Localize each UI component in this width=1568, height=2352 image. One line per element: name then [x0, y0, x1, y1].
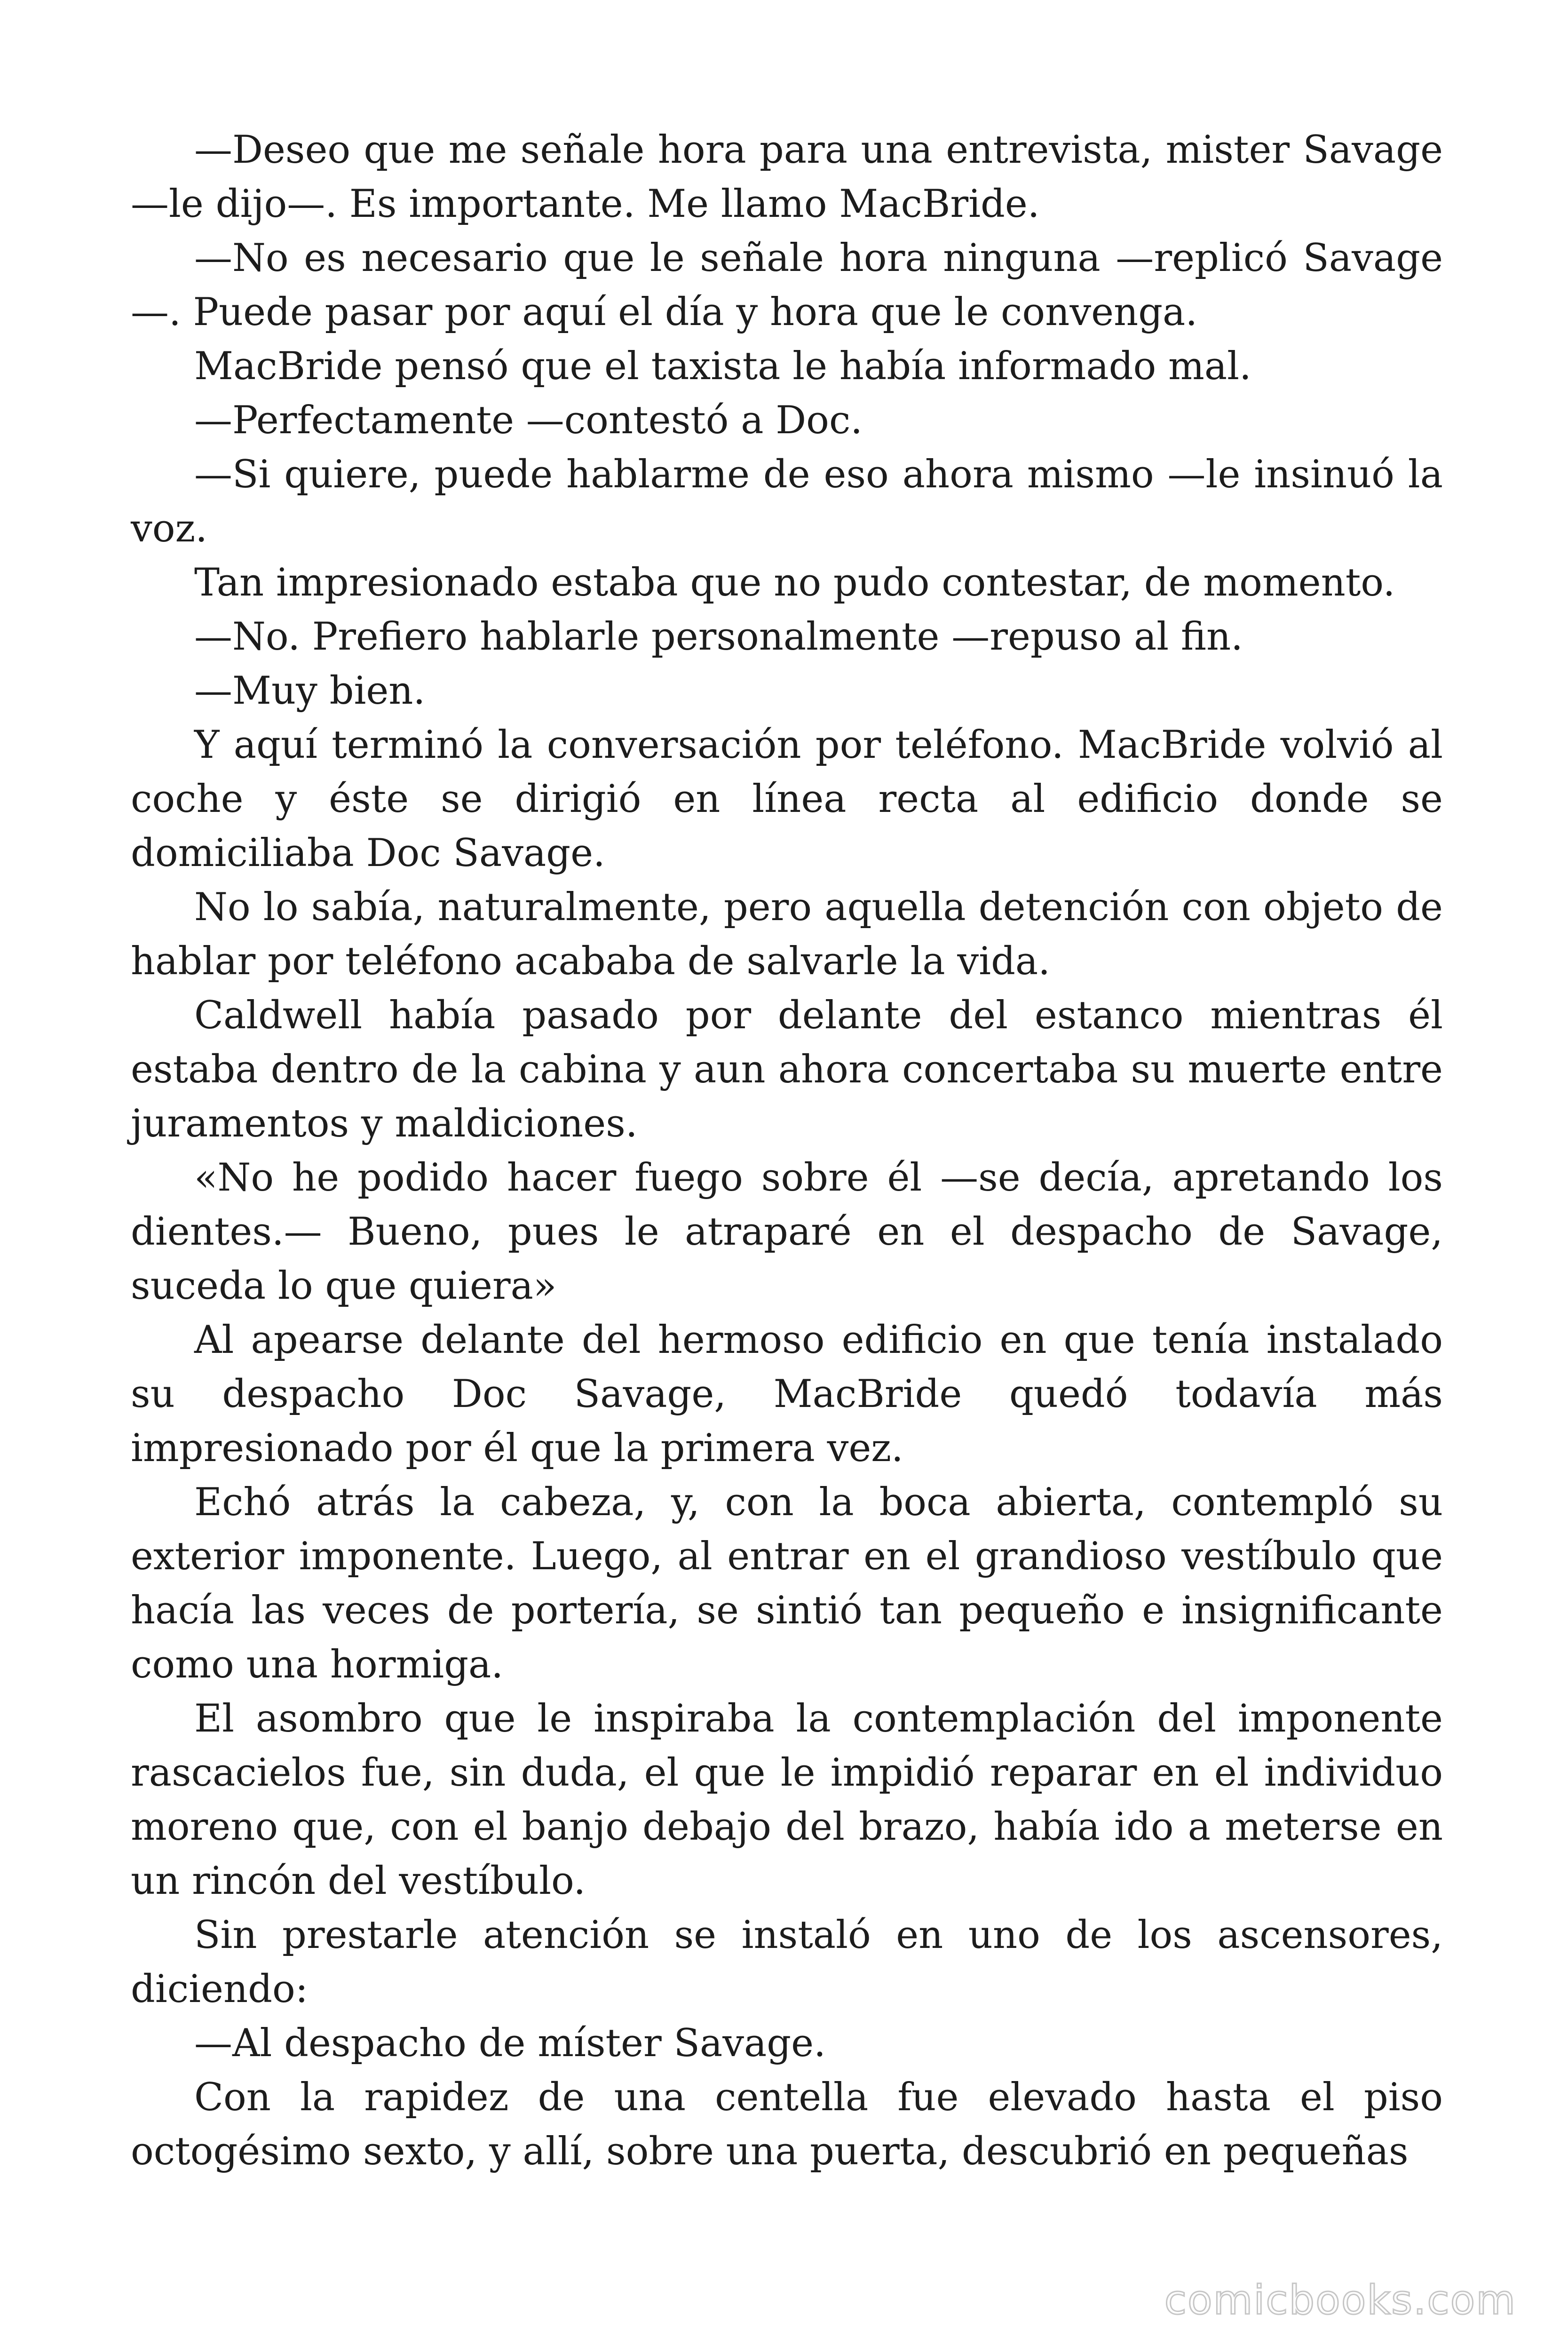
- paragraph: —Al despacho de míster Savage.: [194, 2021, 826, 2066]
- paragraph: Al apearse delante del hermoso edificio en que tenía instalado su despacho Doc Savage, MacBride quedó todavía más impresionado por él que la primera vez.: [131, 1318, 1443, 1470]
- paragraph: Con la rapidez de una centella fue elevado hasta el piso octogésimo sexto, y allí, sobre una puerta, descubrió en pequeñas: [131, 2075, 1443, 2174]
- paragraph: —Perfectamente —contestó a Doc.: [194, 398, 863, 443]
- paragraph: Caldwell había pasado por delante del estanco mientras él estaba dentro de la cabina y aun ahora concertaba su muerte entre juramentos y maldiciones.: [131, 993, 1443, 1146]
- paragraph: —Muy bien.: [194, 669, 426, 713]
- paragraph: Y aquí terminó la conversación por teléfono. MacBride volvió al coche y éste se dirigió en línea recta al edificio donde se domiciliaba Doc Savage.: [131, 723, 1443, 875]
- paragraph: MacBride pensó que el taxista le había informado mal.: [194, 344, 1251, 389]
- watermark: comicbooks.com: [1164, 2277, 1516, 2324]
- paragraph: —No es necesario que le señale hora ninguna —replicó Savage—. Puede pasar por aquí el día y hora que le convenga.: [131, 236, 1443, 334]
- paragraph: Tan impresionado estaba que no pudo contestar, de momento.: [194, 561, 1395, 605]
- paragraph: —Deseo que me señale hora para una entrevista, mister Savage —le dijo—. Es importante. Me llamo MacBride.: [131, 128, 1443, 226]
- paragraph: «No he podido hacer fuego sobre él —se decía, apretando los dientes.— Bueno, pues le atraparé en el despacho de Savage, suceda lo que quiera»: [131, 1156, 1443, 1308]
- paragraph: Echó atrás la cabeza, y, con la boca abierta, contempló su exterior imponente. Luego, al entrar en el grandioso vestíbulo que hacía las veces de portería, se sintió tan pequeño e insignificante como una hormiga.: [131, 1480, 1443, 1687]
- paragraph: El asombro que le inspiraba la contemplación del imponente rascacielos fue, sin duda, el que le impidió reparar en el individuo moreno que, con el banjo debajo del brazo, había ido a meterse en un rincón del vestíbulo.: [131, 1697, 1443, 1903]
- paragraph: No lo sabía, naturalmente, pero aquella detención con objeto de hablar por teléfono acababa de salvarle la vida.: [131, 885, 1443, 984]
- paragraph: —Si quiere, puede hablarme de eso ahora mismo —le insinuó la voz.: [131, 453, 1443, 551]
- body-text: [131, 123, 1443, 2179]
- paragraph: —No. Prefiero hablarle personalmente —repuso al fin.: [194, 615, 1243, 659]
- paragraph: Sin prestarle atención se instaló en uno de los ascensores, diciendo:: [131, 1913, 1443, 2011]
